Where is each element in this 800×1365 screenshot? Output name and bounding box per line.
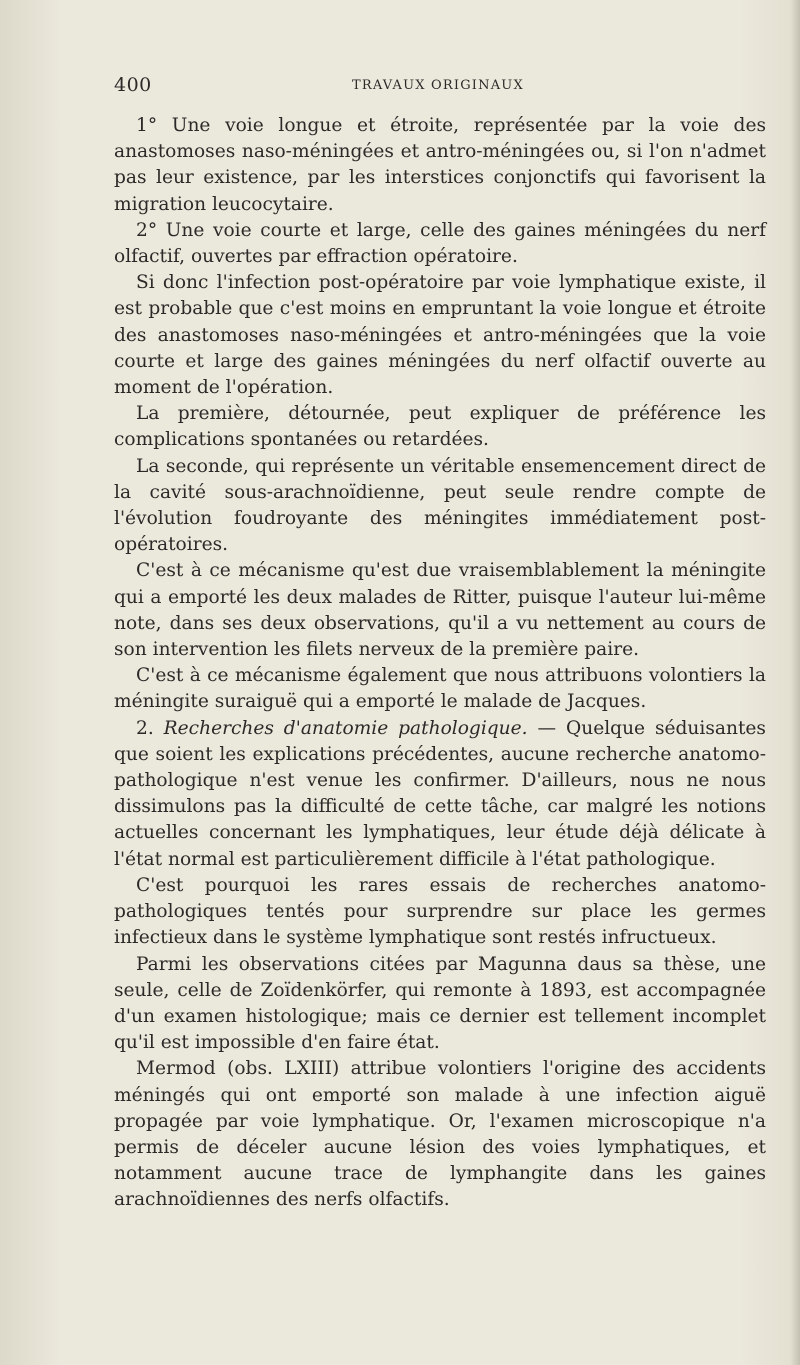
paragraph-2: 2° Une voie courte et large, celle des gaines méningées du nerf olfactif, ouvertes par effraction opératoire.	[114, 219, 766, 268]
paragraph-3: Si donc l'infection post-opératoire par voie lymphatique existe, il est probable que c'est moins en empruntant la voie longue et étroite des anastomoses naso-méningées et antro-méningées que la voie courte et large des gaines méningées du nerf olfactif ouverte au moment de l'opération.	[114, 272, 766, 399]
body-text	[114, 113, 766, 1214]
page-header	[114, 74, 766, 100]
paragraph-11: Mermod (obs. LXIII) attribue volontiers l'origine des accidents méningés qui ont emporté son malade à une infection aiguë propagée par voie lymphatique. Or, l'examen microscopique n'a permis de déceler aucune lésion des voies lymphatiques, et notamment aucune trace de lymphangite dans les gaines arachnoïdiennes des nerfs olfactifs.	[114, 1058, 766, 1211]
paragraph-5: La seconde, qui représente un véritable ensemencement direct de la cavité sous-arachnoïdienne, peut seule rendre compte de l'évolution foudroyante des méningites immédiatement post-opératoires.	[114, 455, 766, 556]
paragraph-8-section-heading	[114, 716, 766, 873]
section-title: Recherches d'anatomie pathologique.	[163, 717, 528, 739]
paragraph-9: C'est pourquoi les rares essais de recherches anatomo-pathologiques tentés pour surprendre sur place les germes infectieux dans le système lymphatique sont restés infructueux.	[114, 874, 766, 949]
paragraph-10: Parmi les observations citées par Magunna daus sa thèse, une seule, celle de Zoïdenkörfer, qui remonte à 1893, est accompagnée d'un examen histologique; mais ce dernier est tellement incomplet qu'il est impossible d'en faire état.	[114, 953, 766, 1054]
paragraph-4: La première, détournée, peut expliquer de préférence les complications spontanées ou retardées.	[114, 403, 766, 451]
page-number: 400	[114, 74, 152, 96]
page-edge-shadow	[790, 0, 800, 1365]
paragraph-6: C'est à ce mécanisme qu'est due vraisemblablement la méningite qui a emporté les deux malades de Ritter, puisque l'auteur lui-même note, dans ses deux observations, qu'il a vu nettement au cours de son intervention les filets nerveux de la première paire.	[114, 560, 766, 661]
running-head: TRAVAUX ORIGINAUX	[352, 78, 524, 93]
section-text: — Quelque séduisantes que soient les explications précédentes, aucune recherche anatomo-pathologique n'est venue les confirmer. D'ailleurs, nous ne nous dissimulons pas la difficulté de cette tâche, car malgré les notions actuelles concernant les lymphatiques, leur étude déjà délicate à l'état normal est particulièrement difficile à l'état pathologique.	[114, 717, 766, 870]
section-number: 2.	[136, 717, 154, 739]
paragraph-1: 1° Une voie longue et étroite, représentée par la voie des anastomoses naso-méningées et antro-méningées ou, si l'on n'admet pas leur existence, par les interstices conjonctifs qui favorisent la migration leucocytaire.	[114, 115, 766, 215]
paragraph-7: C'est à ce mécanisme également que nous attribuons volontiers la méningite suraiguë qui a emporté le malade de Jacques.	[114, 665, 766, 713]
